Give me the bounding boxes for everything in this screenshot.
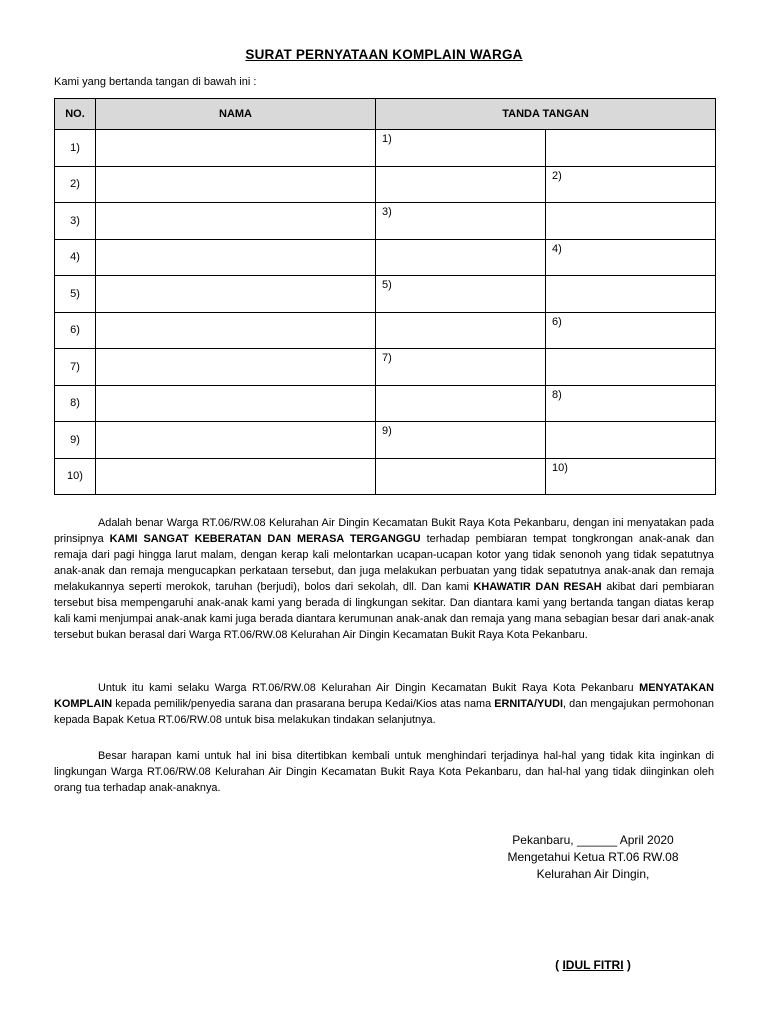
p1-text-3: akibat dari pembiaran tersebut bisa mempengaruhi anak-anak kami yang berada di lingkungan sekitar. Dan diantara kami yang bertanda tangan diatas kerap kali kami menjumpai anak-anak kami juga berada diantara kerumunan anak-anak dan remaja yang mana sebagian besar dari anak-anak tersebut bukan berasal dari Warga RT.06/RW.08 Kelurahan Air Dingin Kecamatan Bukit Raya Kota Pekanbaru. bbox=[54, 581, 715, 641]
table-row bbox=[55, 130, 716, 167]
signature-label bbox=[376, 392, 382, 395]
signature-cell-right[interactable] bbox=[546, 312, 716, 349]
signature-label: 3) bbox=[382, 206, 392, 218]
signature-label: 8) bbox=[552, 388, 562, 401]
name-cell[interactable] bbox=[96, 458, 376, 495]
row-number: 3) bbox=[55, 203, 96, 240]
signature-label bbox=[546, 209, 552, 212]
name-cell[interactable] bbox=[96, 239, 376, 276]
signature-label: 7) bbox=[382, 352, 392, 364]
name-cell[interactable] bbox=[96, 166, 376, 203]
signature-cell-right[interactable] bbox=[546, 422, 716, 459]
row-number: 9) bbox=[55, 422, 96, 459]
signature-cell-left[interactable] bbox=[376, 349, 546, 386]
row-number: 2) bbox=[55, 166, 96, 203]
signature-cell-left[interactable] bbox=[376, 130, 546, 167]
name-cell[interactable] bbox=[96, 312, 376, 349]
table-row bbox=[55, 166, 716, 203]
signer-open-paren: ( bbox=[555, 958, 563, 972]
intro-text: Kami yang bertanda tangan di bawah ini : bbox=[54, 76, 257, 88]
paragraph-3 bbox=[54, 748, 714, 796]
signature-label bbox=[546, 428, 552, 431]
table-row bbox=[55, 458, 716, 495]
table-row bbox=[55, 349, 716, 386]
signature-label bbox=[376, 173, 382, 176]
signature-label: 1) bbox=[382, 133, 392, 145]
signature-cell-left[interactable] bbox=[376, 166, 546, 203]
place-date: Pekanbaru, ______ April 2020 bbox=[512, 833, 674, 847]
signature-cell-right[interactable] bbox=[546, 458, 716, 495]
table-row bbox=[55, 422, 716, 459]
paragraph-1 bbox=[54, 515, 714, 643]
signature-block bbox=[485, 832, 701, 883]
name-cell[interactable] bbox=[96, 203, 376, 240]
signature-label bbox=[376, 246, 382, 249]
p2-bold-1: MENYATAKAN KOMPLAIN bbox=[54, 682, 714, 710]
signature-cell-left[interactable] bbox=[376, 312, 546, 349]
p1-text-2: terhadap pembiaran tempat tongkrongan anak-anak dan remaja dari pagi hingga larut malam, dengan kerap kali melontarkan ucapan-ucapan kotor yang tidak senonoh yang tidak sepatutnya anak-anak dan remaja mengucapkan perkataan tersebut, dan juga melakukan perbuatan yang tidak sepatutnya anak-anak dan remaja melakukannya seperti merokok, taruhan (berjudi), bolos dari sekolah, dll. Dan kami bbox=[54, 533, 714, 593]
document-title: SURAT PERNYATAAN KOMPLAIN WARGA bbox=[245, 47, 523, 62]
name-cell[interactable] bbox=[96, 130, 376, 167]
signature-label bbox=[546, 282, 552, 285]
signature-location: Kelurahan Air Dingin, bbox=[536, 867, 650, 881]
signature-cell-left[interactable] bbox=[376, 458, 546, 495]
signature-cell-right[interactable] bbox=[546, 130, 716, 167]
signature-label bbox=[546, 355, 552, 358]
name-cell[interactable] bbox=[96, 422, 376, 459]
table-header-row bbox=[55, 99, 716, 130]
name-cell[interactable] bbox=[96, 385, 376, 422]
p2-bold-2: ERNITA/YUDI bbox=[494, 698, 564, 710]
signature-cell-right[interactable] bbox=[546, 385, 716, 422]
row-number: 6) bbox=[55, 312, 96, 349]
signature-label bbox=[376, 319, 382, 322]
signature-cell-right[interactable] bbox=[546, 349, 716, 386]
signature-label bbox=[376, 465, 382, 468]
signature-cell-left[interactable] bbox=[376, 422, 546, 459]
paragraph-2 bbox=[54, 680, 714, 728]
p1-text-1: Adalah benar Warga RT.06/RW.08 Kelurahan Air Dingin Kecamatan Bukit Raya Kota Pekanbaru, dengan ini menyatakan pada prinsipnya bbox=[54, 517, 714, 545]
row-number: 5) bbox=[55, 276, 96, 313]
p3-text: Besar harapan kami untuk hal ini bisa ditertibkan kembali untuk menghindari terjadinya hal-hal yang tidak kita inginkan di lingkungan Warga RT.06/RW.08 Kelurahan Air Dingin Kecamatan Bukit Raya Kota Pekanbaru, dan hal-hal yang tidak diinginkan oleh orang tua terhadap anak-anaknya. bbox=[54, 750, 714, 794]
signature-table bbox=[54, 98, 716, 495]
signature-cell-right[interactable] bbox=[546, 203, 716, 240]
name-cell[interactable] bbox=[96, 349, 376, 386]
signature-label: 6) bbox=[552, 315, 562, 328]
row-number: 10) bbox=[55, 458, 96, 495]
row-number: 8) bbox=[55, 385, 96, 422]
p2-text-3: , dan mengajukan permohonan kepada Bapak Ketua RT.06/RW.08 untuk bisa melakukan tindakan selanjutnya. bbox=[54, 698, 714, 726]
signature-cell-left[interactable] bbox=[376, 276, 546, 313]
p1-bold-2: KHAWATIR DAN RESAH bbox=[473, 581, 602, 593]
row-number: 4) bbox=[55, 239, 96, 276]
table-row bbox=[55, 203, 716, 240]
signature-label: 9) bbox=[382, 425, 392, 437]
table-row bbox=[55, 239, 716, 276]
table-row bbox=[55, 385, 716, 422]
table-row bbox=[55, 312, 716, 349]
signer-close-paren: ) bbox=[623, 958, 631, 972]
signature-cell-left[interactable] bbox=[376, 203, 546, 240]
signature-cell-left[interactable] bbox=[376, 239, 546, 276]
name-cell[interactable] bbox=[96, 276, 376, 313]
p2-text-2: kepada pemilik/penyedia sarana dan prasarana berupa Kedai/Kios atas nama bbox=[112, 698, 495, 710]
signature-label: 5) bbox=[382, 279, 392, 291]
signature-label: 10) bbox=[552, 461, 568, 474]
header-nama: NAMA bbox=[96, 99, 376, 130]
header-tanda-tangan: TANDA TANGAN bbox=[376, 99, 716, 130]
signature-title: Mengetahui Ketua RT.06 RW.08 bbox=[507, 850, 679, 864]
signature-label: 4) bbox=[552, 242, 562, 255]
row-number: 1) bbox=[55, 130, 96, 167]
signature-cell-right[interactable] bbox=[546, 166, 716, 203]
signature-cell-left[interactable] bbox=[376, 385, 546, 422]
signer-name: IDUL FITRI bbox=[562, 958, 624, 972]
table-row bbox=[55, 276, 716, 313]
signature-cell-right[interactable] bbox=[546, 239, 716, 276]
signature-cell-right[interactable] bbox=[546, 276, 716, 313]
p1-bold-1: KAMI SANGAT KEBERATAN DAN MERASA TERGANGGU bbox=[109, 533, 421, 545]
signer-name-line bbox=[485, 958, 701, 972]
p2-text-1: Untuk itu kami selaku Warga RT.06/RW.08 Kelurahan Air Dingin Kecamatan Bukit Raya Kota Pekanbaru bbox=[98, 682, 640, 694]
row-number: 7) bbox=[55, 349, 96, 386]
signature-label bbox=[546, 136, 552, 139]
signature-label: 2) bbox=[552, 169, 562, 182]
header-no: NO. bbox=[55, 99, 96, 130]
